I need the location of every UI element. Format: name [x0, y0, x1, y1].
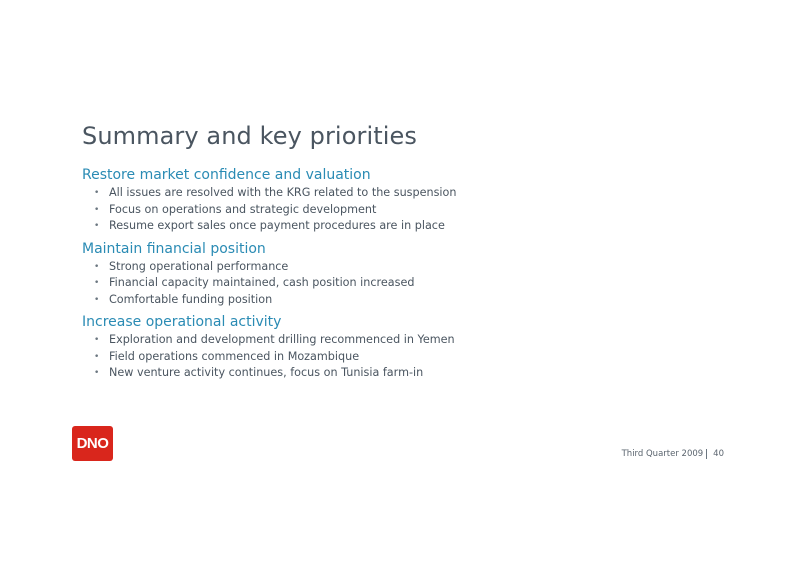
bullet-dot-icon: • — [94, 204, 100, 215]
bullet-dot-icon: • — [94, 278, 100, 288]
bullet-item — [82, 202, 742, 219]
bullet-item — [82, 218, 742, 235]
slide-footer — [622, 449, 724, 459]
bullet-dot-icon: • — [94, 335, 100, 345]
bullet-dot-icon: • — [94, 221, 100, 231]
section-restore-market — [82, 166, 742, 235]
bullet-text: New venture activity continues, focus on Tunisia farm-in — [109, 366, 424, 379]
bullet-dot-icon: • — [94, 351, 100, 362]
bullet-list — [82, 185, 742, 235]
bullet-text: Exploration and development drilling recommenced in Yemen — [109, 333, 455, 346]
section-heading: Increase operational activity — [82, 314, 282, 330]
footer-divider — [706, 449, 707, 459]
bullet-item — [82, 349, 742, 366]
bullet-list — [82, 332, 742, 382]
bullet-text: Resume export sales once payment procedures are in place — [109, 219, 445, 232]
footer-period: Third Quarter 2009 — [621, 449, 704, 459]
bullet-text: Focus on operations and strategic development — [109, 202, 377, 216]
bullet-text: Financial capacity maintained, cash position increased — [109, 276, 415, 289]
bullet-item — [82, 365, 742, 382]
bullet-item — [82, 275, 742, 292]
bullet-item — [82, 185, 742, 202]
bullet-dot-icon: • — [94, 261, 100, 272]
bullet-item — [82, 292, 742, 309]
bullet-text: Comfortable funding position — [109, 292, 273, 306]
dno-logo: DNO — [72, 426, 113, 461]
bullet-list — [82, 259, 742, 309]
slide-content — [82, 166, 742, 387]
bullet-text: All issues are resolved with the KRG related to the suspension — [109, 186, 457, 199]
section-operational-activity — [82, 313, 742, 382]
bullet-dot-icon: • — [94, 368, 100, 378]
page-number: 40 — [713, 449, 724, 459]
section-financial-position — [82, 240, 742, 309]
section-heading: Restore market confidence and valuation — [82, 167, 371, 183]
bullet-dot-icon: • — [94, 188, 100, 198]
bullet-item — [82, 332, 742, 349]
bullet-dot-icon: • — [94, 294, 100, 305]
bullet-text: Field operations commenced in Mozambique — [109, 349, 360, 363]
bullet-item — [82, 259, 742, 276]
slide-title: Summary and key priorities — [82, 122, 417, 150]
section-heading: Maintain financial position — [82, 240, 266, 257]
bullet-text: Strong operational performance — [109, 259, 289, 273]
